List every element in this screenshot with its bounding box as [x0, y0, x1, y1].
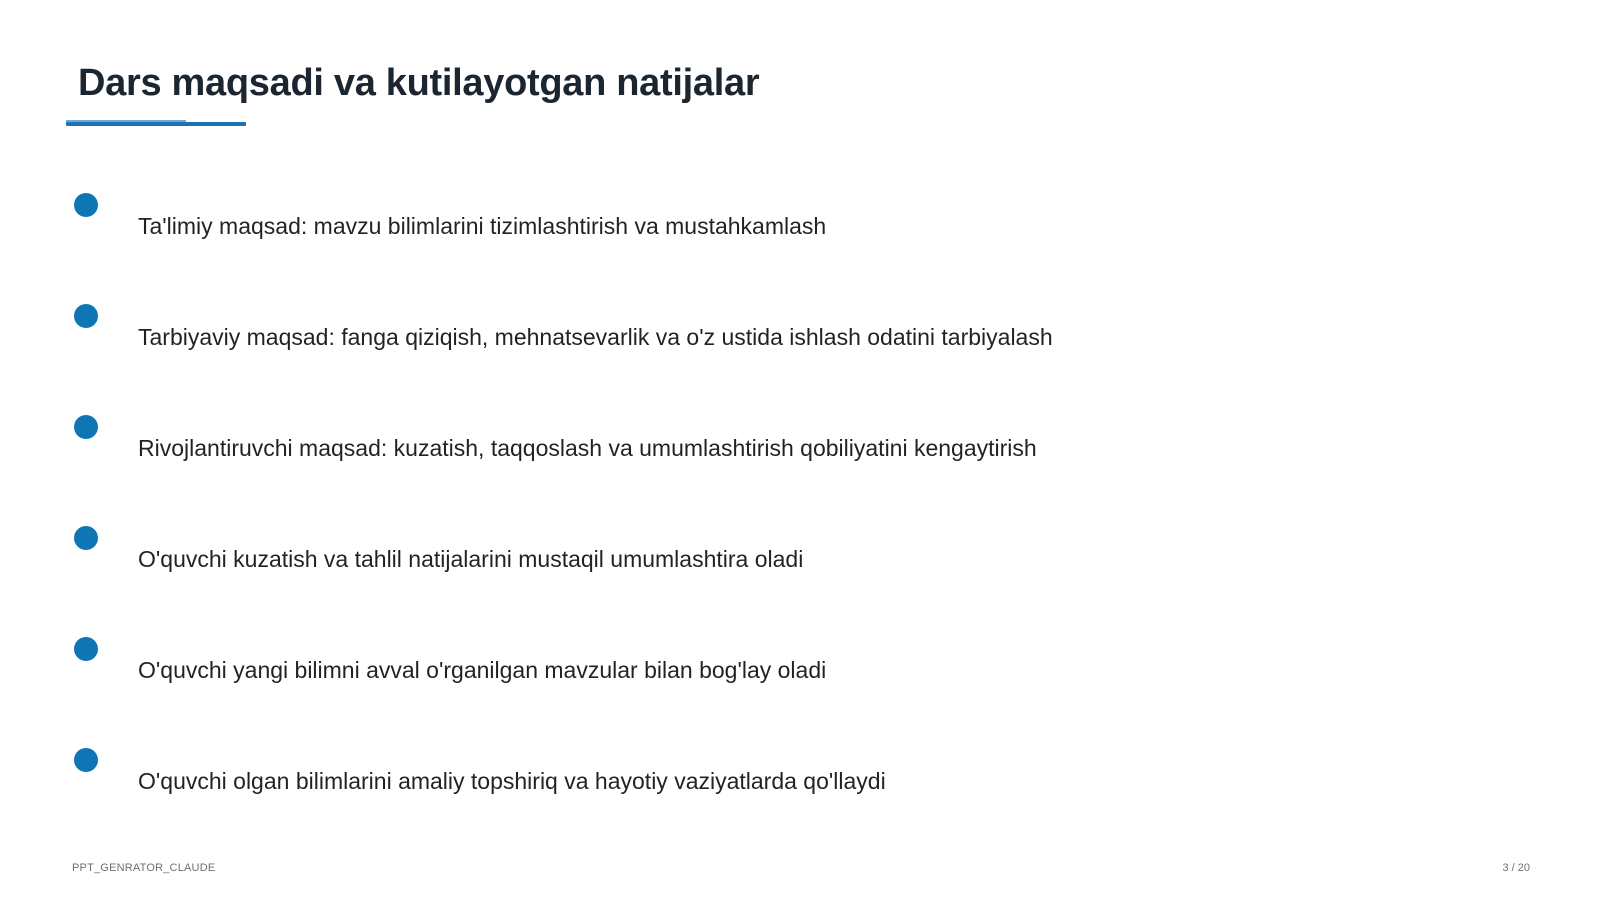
bullet-icon — [74, 193, 98, 217]
bullet-icon — [74, 748, 98, 772]
bullet-text: O'quvchi kuzatish va tahlil natijalarini mustaqil umumlashtira oladi — [138, 546, 804, 572]
bullet-item — [0, 748, 1400, 808]
bullet-item — [0, 415, 1400, 475]
bullet-icon — [74, 304, 98, 328]
bullet-item — [0, 637, 1400, 697]
bullet-item — [0, 193, 1400, 253]
bullet-icon — [74, 415, 98, 439]
bullet-text: Ta'limiy maqsad: mavzu bilimlarini tizimlashtirish va mustahkamlash — [138, 213, 827, 239]
bullet-text: Tarbiyaviy maqsad: fanga qiziqish, mehnatsevarlik va o'z ustida ishlash odatini tarbiyalash — [138, 324, 1053, 350]
bullet-text: O'quvchi olgan bilimlarini amaliy topshiriq va hayotiy vaziyatlarda qo'llaydi — [138, 768, 886, 794]
bullet-text: O'quvchi yangi bilimni avval o'rganilgan mavzular bilan bog'lay oladi — [138, 657, 827, 683]
page-number: 3 / 20 — [1502, 862, 1530, 874]
bullet-text: Rivojlantiruvchi maqsad: kuzatish, taqqoslash va umumlashtirish qobiliyatini kengaytirish — [138, 435, 1037, 461]
bullet-item — [0, 526, 1400, 586]
slide-title: Dars maqsadi va kutilayotgan natijalar — [78, 62, 760, 104]
title-underline — [66, 122, 246, 126]
bullet-icon — [74, 637, 98, 661]
bullet-item — [0, 304, 1400, 364]
footer-source-label: PPT_GENRATOR_CLAUDE — [72, 862, 216, 874]
bullet-icon — [74, 526, 98, 550]
